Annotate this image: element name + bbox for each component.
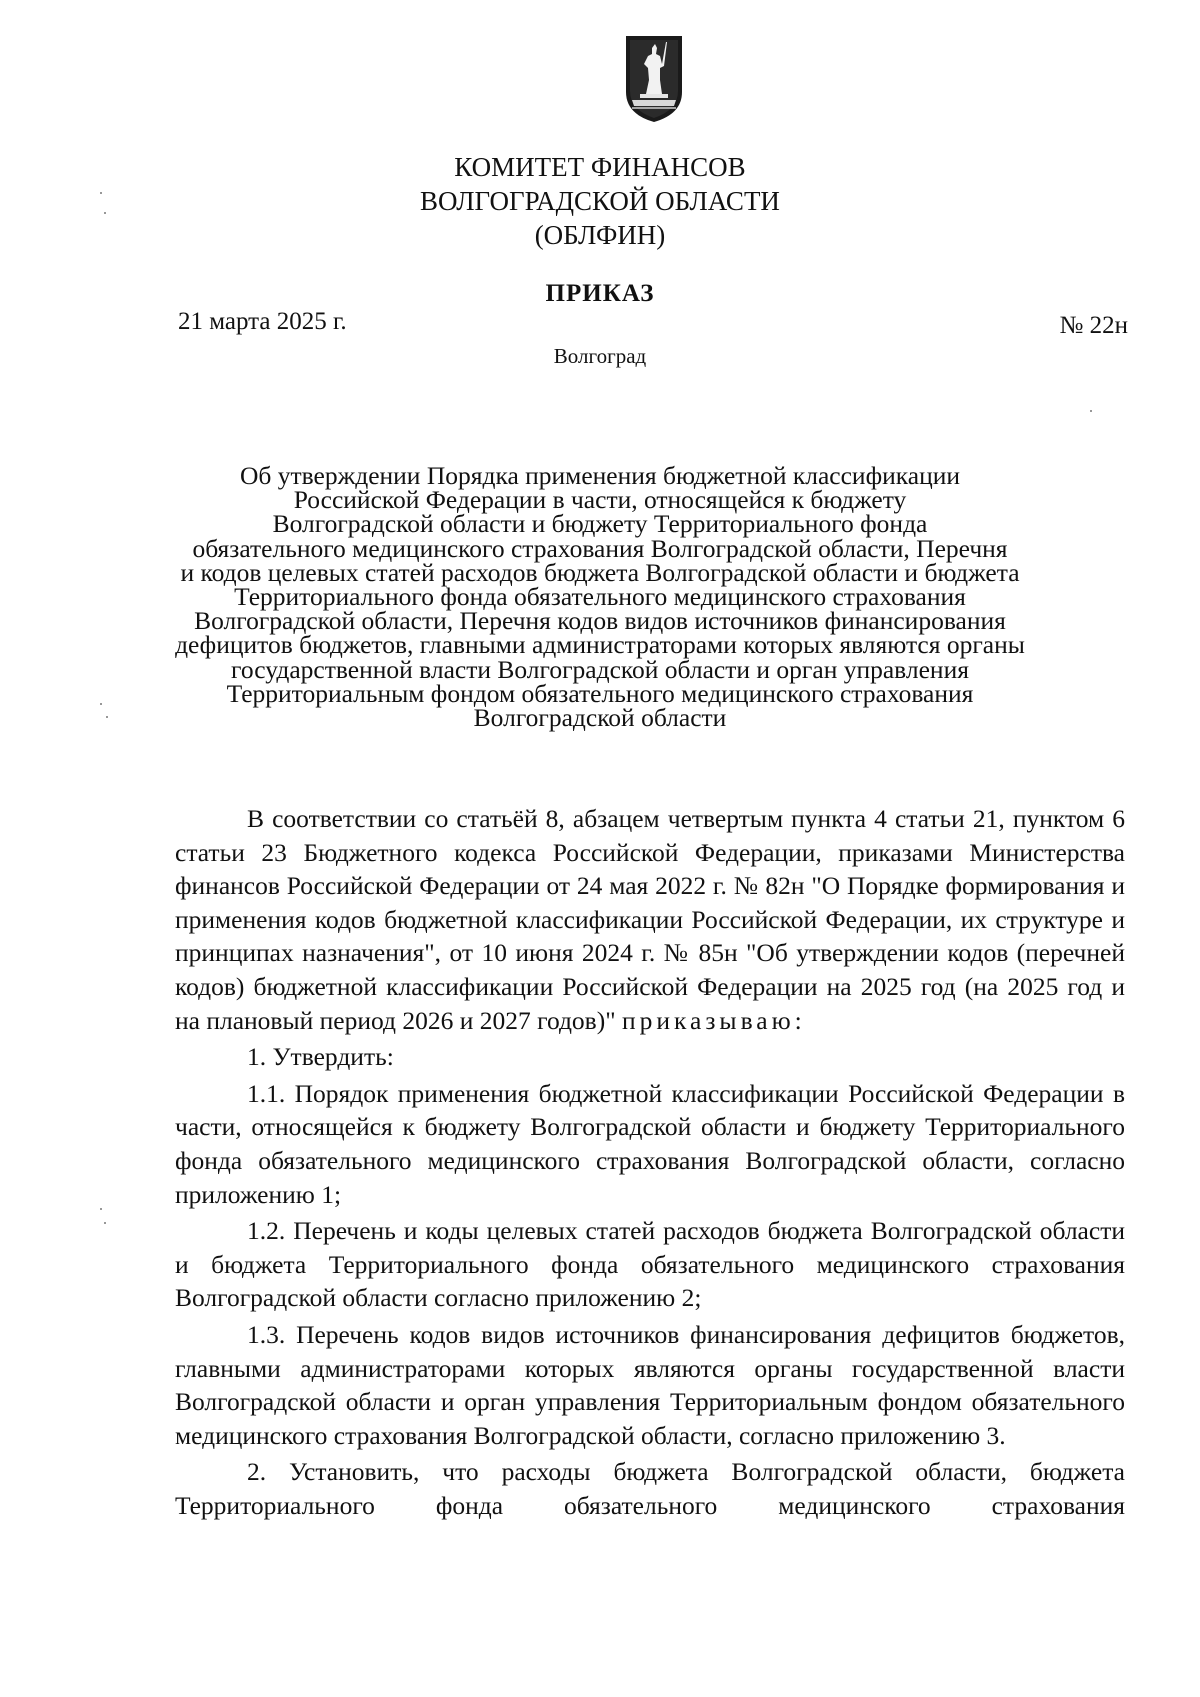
organization-line-2: ВОЛГОГРАДСКОЙ ОБЛАСТИ bbox=[420, 186, 780, 216]
subject-line: и кодов целевых статей расходов бюджета Волгоградской области и бюджета bbox=[180, 557, 1020, 587]
subject-line: Волгоградской области, Перечня кодов видов источников финансирования bbox=[194, 606, 1006, 636]
scan-speck bbox=[100, 1208, 102, 1210]
organization-line-1: КОМИТЕТ ФИНАНСОВ bbox=[454, 152, 746, 182]
organization-line-3: (ОБЛФИН) bbox=[534, 220, 666, 250]
subject-line: Российской Федерации в части, относящейся к бюджету bbox=[293, 485, 907, 515]
order-number: № 22н bbox=[1059, 312, 1128, 339]
scan-speck bbox=[100, 703, 102, 705]
order-city: Волгоград bbox=[553, 344, 647, 368]
item-1-3: 1.3. Перечень кодов видов источников финансирования дефицитов бюджетов, главными администраторами которых являются органы государственной власти Волгоградской области и орган управления Территориальным фондом обязательного медицинского страхования Волгоградской области, согласно приложению 3. bbox=[175, 1319, 1125, 1450]
scan-speck bbox=[104, 1222, 106, 1224]
subject-line: Территориальным фондом обязательного медицинского страхования bbox=[226, 678, 974, 708]
scan-speck bbox=[1090, 410, 1092, 412]
item-1: 1. Утвердить: bbox=[247, 1042, 394, 1072]
item-1-1: 1.1. Порядок применения бюджетной классификации Российской Федерации в части, относящейся к бюджету Волгоградской области и бюджету Территориального фонда обязательного медицинского страхования Волгоградской области, согласно приложению 1; bbox=[175, 1078, 1125, 1209]
scan-speck bbox=[100, 192, 102, 194]
organization-name bbox=[0, 150, 1200, 252]
subject-line: обязательного медицинского страхования Волгоградской области, Перечня bbox=[192, 533, 1008, 563]
subject-line: Об утверждении Порядка применения бюджетной классификации bbox=[239, 461, 961, 490]
item-1-2: 1.2. Перечень и коды целевых статей расходов бюджета Волгоградской области и бюджета Территориального фонда обязательного медицинского страхования Волгоградской области согласно приложению 2; bbox=[175, 1216, 1125, 1313]
scan-speck bbox=[104, 212, 106, 214]
item-2: 2. Установить, что расходы бюджета Волгоградской области, бюджета Территориального фонда обязательного медицинского страхования bbox=[175, 1457, 1125, 1520]
order-subject bbox=[0, 461, 1200, 733]
order-date: 21 марта 2025 г. bbox=[178, 308, 347, 335]
subject-line: дефицитов бюджетов, главными администраторами которых являются органы bbox=[175, 630, 1025, 660]
subject-line: Волгоградской области и бюджету Территориального фонда bbox=[272, 509, 928, 539]
scan-speck bbox=[106, 716, 108, 718]
subject-line: государственной власти Волгоградской области и орган управления bbox=[231, 654, 969, 684]
preamble-text: В соответствии со статьёй 8, абзацем четвертым пункта 4 статьи 21, пунктом 6 статьи 23 Бюджетного кодекса Российской Федерации, приказами Министерства финансов Российской Федерации от 24 мая 2022 г. № 82н "О Порядке формирования и применения кодов бюджетной классификации Российской Федерации, их структуре и принципах назначения", от 10 июня 2024 г. № 85н "Об утверждении кодов (перечней кодов) бюджетной классификации Российской Федерации на 2025 год (на 2025 год и на плановый период 2026 и 2027 годов)" bbox=[175, 804, 1125, 1035]
subject-line: Территориального фонда обязательного медицинского страхования bbox=[234, 582, 966, 612]
order-title: ПРИКАЗ bbox=[545, 280, 655, 307]
preamble-paragraph bbox=[175, 802, 1125, 1037]
order-body bbox=[175, 802, 1125, 1525]
subject-line: Волгоградской области bbox=[473, 703, 727, 733]
volgograd-coat-of-arms-icon bbox=[622, 34, 686, 124]
directive-word: приказываю: bbox=[622, 1005, 806, 1035]
